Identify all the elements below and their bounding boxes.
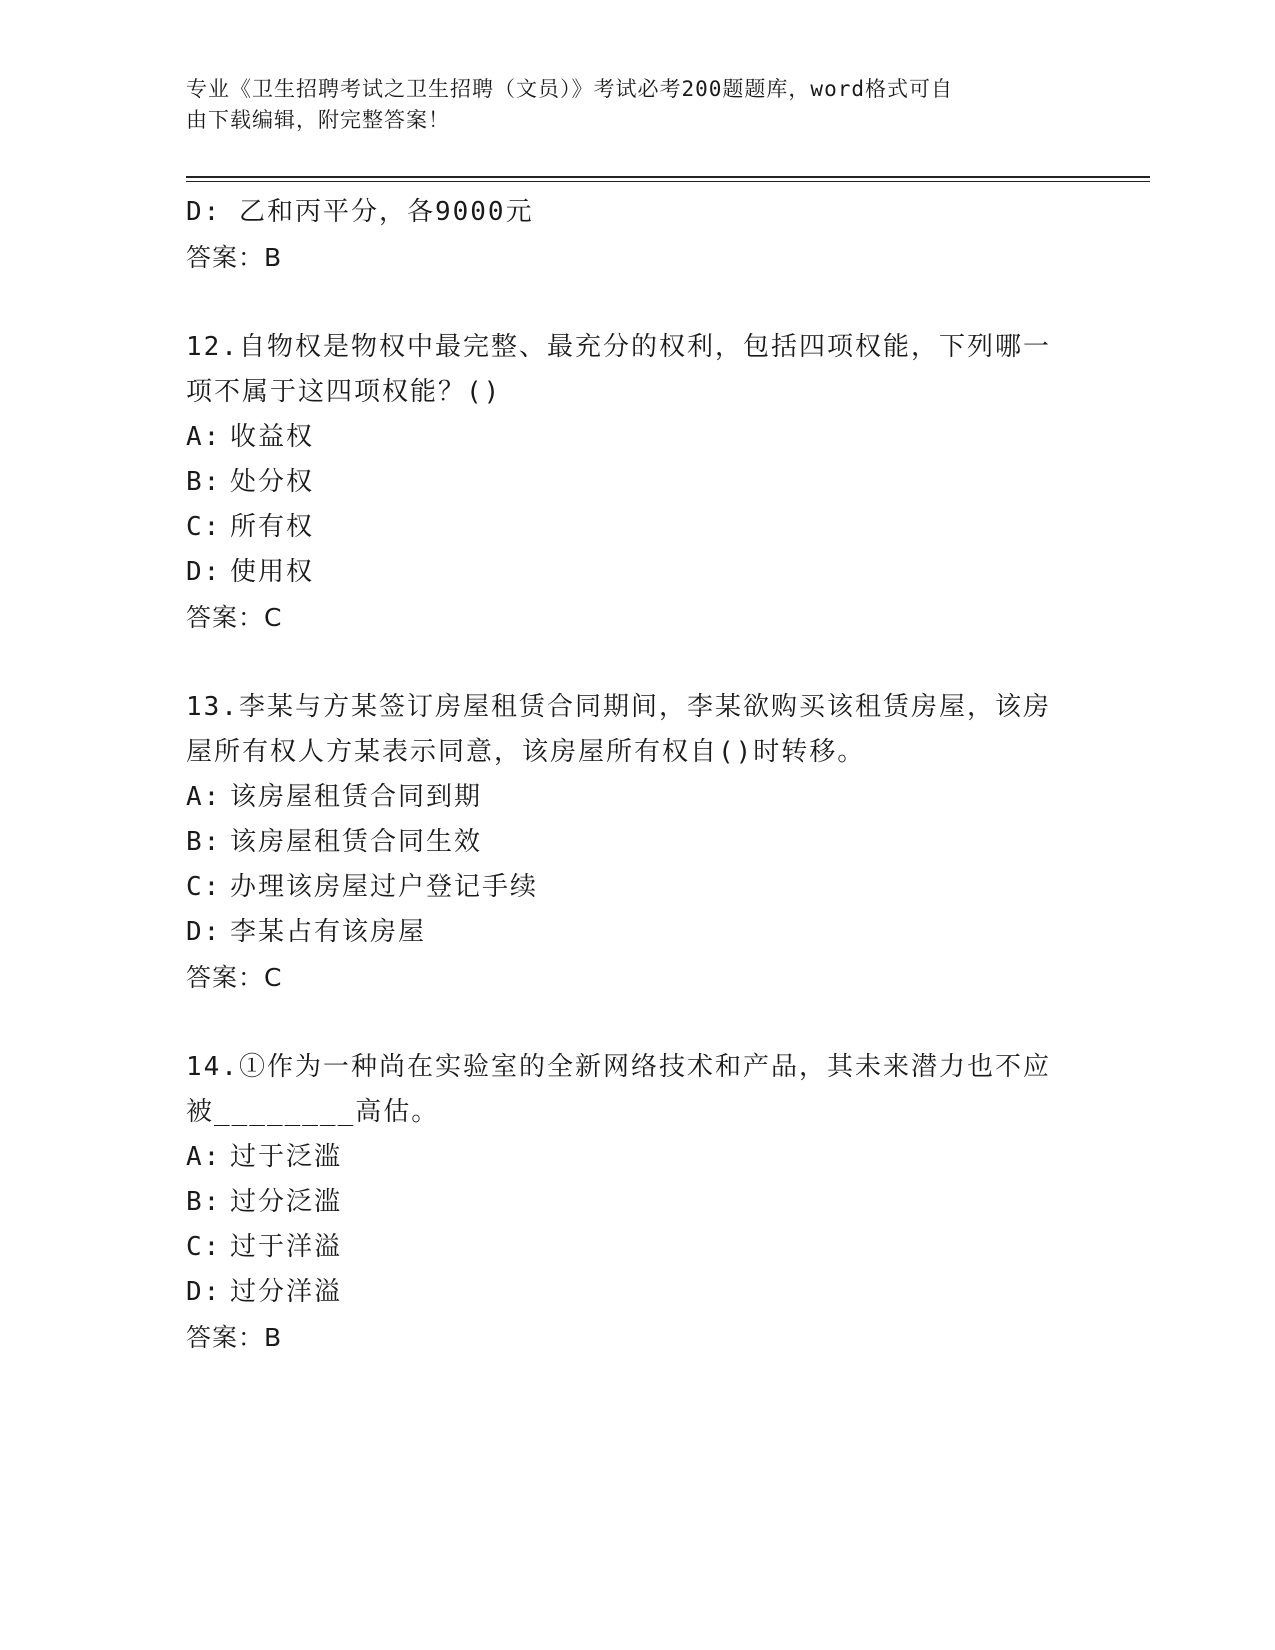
option-d	[186, 910, 1086, 955]
option-c	[186, 505, 1086, 550]
header-divider-thin	[186, 181, 1150, 182]
header-line-2: 由下载编辑，附完整答案！	[186, 108, 450, 132]
option-b	[186, 820, 1086, 865]
option-text: 办理该房屋过户登记手续	[230, 872, 539, 902]
answer-line: 答案：C	[186, 603, 283, 632]
option-text: 过于洋溢	[230, 1232, 343, 1262]
question-13	[186, 685, 1086, 1000]
option-c	[186, 1225, 1086, 1270]
option-key: A:	[186, 422, 222, 452]
header-divider-thick	[186, 176, 1150, 178]
option-text: 收益权	[230, 422, 315, 452]
question-text-line: 14.①作为一种尚在实验室的全新网络技术和产品，其未来潜力也不应	[186, 1052, 1051, 1082]
spacer	[186, 1000, 1086, 1045]
option-a	[186, 415, 1086, 460]
question-text-line: 13.李某与方某签订房屋租赁合同期间，李某欲购买该租赁房屋，该房	[186, 692, 1051, 722]
option-key: C:	[186, 1232, 222, 1262]
question-14	[186, 1045, 1086, 1360]
option-key: A:	[186, 1142, 222, 1172]
option-a	[186, 1135, 1086, 1180]
option-c	[186, 865, 1086, 910]
spacer	[186, 280, 1086, 325]
option-text: 使用权	[230, 557, 315, 587]
question-12	[186, 325, 1086, 640]
question-list	[186, 190, 1086, 1360]
prev-answer: 答案：B	[186, 243, 283, 272]
option-text: 处分权	[230, 467, 315, 497]
prev-option-d: D: 乙和丙平分，各9000元	[186, 197, 534, 227]
question-text-line: 12.自物权是物权中最完整、最充分的权利，包括四项权能，下列哪一	[186, 332, 1051, 362]
spacer	[186, 640, 1086, 685]
answer-line: 答案：C	[186, 963, 283, 992]
option-key: D:	[186, 557, 222, 587]
option-key: C:	[186, 512, 222, 542]
option-key: A:	[186, 782, 222, 812]
answer-line: 答案：B	[186, 1323, 283, 1352]
option-b	[186, 1180, 1086, 1225]
option-a	[186, 775, 1086, 820]
option-text: 过分泛滥	[230, 1187, 343, 1217]
option-text: 过分洋溢	[230, 1277, 343, 1307]
option-key: B:	[186, 467, 222, 497]
option-key: D:	[186, 917, 222, 947]
header-line-1: 专业《卫生招聘考试之卫生招聘（文员）》考试必考200题题库，word格式可自	[186, 77, 953, 101]
option-text: 该房屋租赁合同生效	[230, 827, 483, 857]
option-key: C:	[186, 872, 222, 902]
option-d	[186, 550, 1086, 595]
option-text: 该房屋租赁合同到期	[230, 782, 483, 812]
option-key: B:	[186, 1187, 222, 1217]
option-d	[186, 1270, 1086, 1315]
option-text: 过于泛滥	[230, 1142, 343, 1172]
document-header	[186, 74, 1066, 136]
option-b	[186, 460, 1086, 505]
option-text: 李某占有该房屋	[230, 917, 427, 947]
option-key: D:	[186, 1277, 222, 1307]
option-text: 所有权	[230, 512, 315, 542]
question-text-line: 屋所有权人方某表示同意，该房屋所有权自()时转移。	[186, 737, 866, 767]
question-text-line: 项不属于这四项权能？()	[186, 377, 502, 407]
option-key: B:	[186, 827, 222, 857]
question-text-line: 被________高估。	[186, 1097, 440, 1127]
